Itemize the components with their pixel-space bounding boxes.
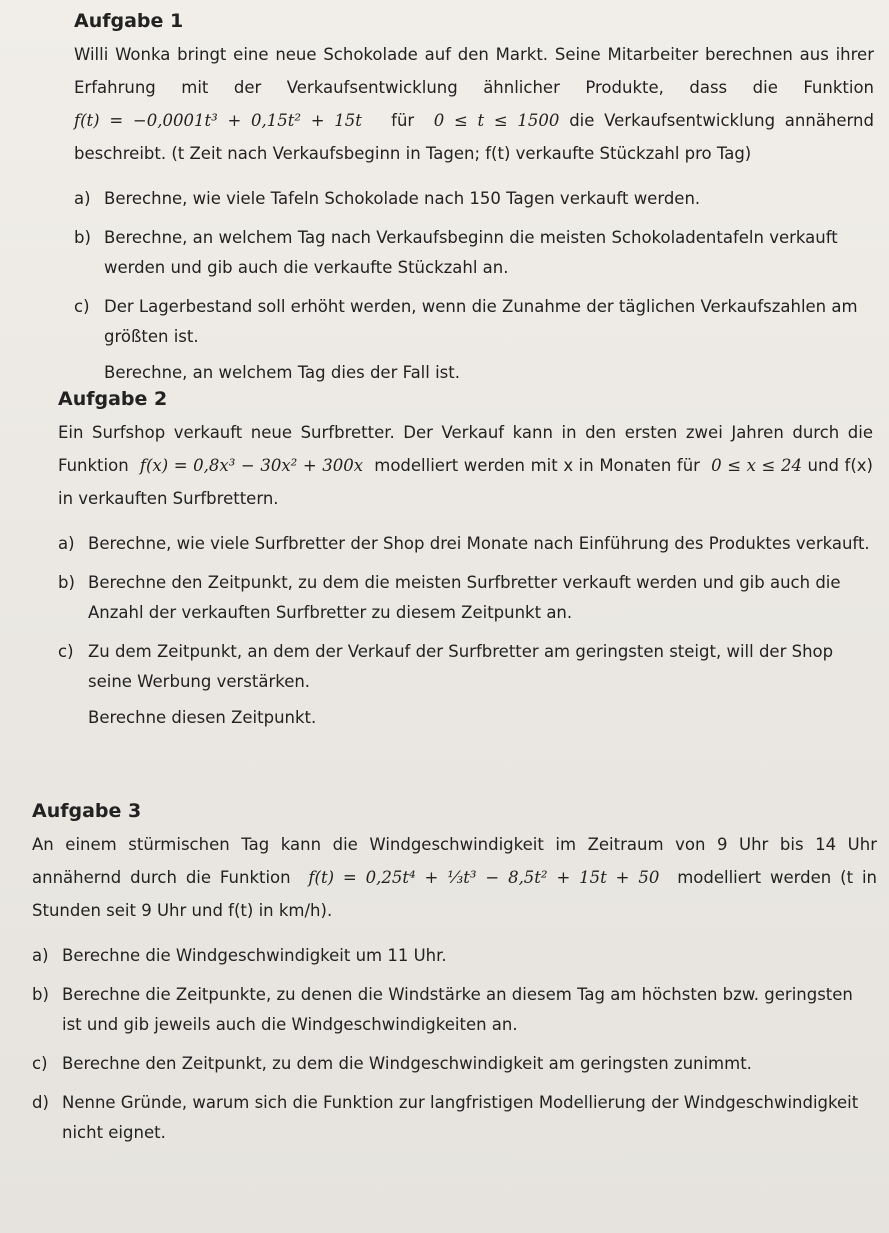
- list-item: [74, 184, 874, 214]
- task-3-intro-b: (t in Stunden seit 9 Uhr und f(t) in km/h).: [32, 868, 878, 920]
- item-text: Berechne die Windgeschwindigkeit um 11 Uhr.: [62, 946, 447, 965]
- item-body: [88, 637, 873, 733]
- item-label: a): [58, 534, 75, 553]
- list-item: [32, 980, 877, 1040]
- item-label: b): [74, 228, 91, 247]
- list-item: [74, 292, 874, 388]
- item-label: d): [32, 1093, 49, 1112]
- item-text: Berechne die Zeitpunkte, zu denen die Windstärke an diesem Tag am höchsten bzw. geringsten ist und gib jeweils auch die Windgeschwindigkeiten an.: [62, 985, 853, 1034]
- item-text: Berechne, an welchem Tag nach Verkaufsbeginn die meisten Schokoladentafeln verkauft werden und gib auch die verkaufte Stückzahl an.: [104, 228, 838, 277]
- task-1-title: Aufgabe 1: [74, 10, 184, 32]
- task-3-formula: f(t) = 0,25t⁴ + ⅓t³ − 8,5t² + 15t + 50: [308, 868, 660, 887]
- item-text: Nenne Gründe, warum sich die Funktion zur langfristigen Modellierung der Windgeschwindigkeit nicht eignet.: [62, 1093, 859, 1142]
- item-text: Der Lagerbestand soll erhöht werden, wenn die Zunahme der täglichen Verkaufszahlen am größten ist.: [104, 297, 858, 346]
- task-1-items: [74, 184, 874, 388]
- item-text: Berechne, wie viele Tafeln Schokolade nach 150 Tagen verkauft werden.: [104, 189, 701, 208]
- item-label: a): [32, 946, 49, 965]
- list-item: [74, 223, 874, 283]
- task-2-intro-b: und f(x) in verkauften Surfbrettern.: [58, 456, 873, 508]
- list-item: [58, 637, 873, 733]
- item-note: Berechne, an welchem Tag dies der Fall ist.: [104, 363, 460, 382]
- task-1-intro: [74, 38, 874, 170]
- task-2-items: [58, 529, 873, 733]
- task-1-intro-b: die Verkaufsentwicklung annähernd beschreibt. (t Zeit nach Verkaufsbeginn in Tagen; f(t) verkaufte Stückzahl pro Tag): [74, 111, 874, 163]
- item-body: [104, 292, 874, 388]
- item-text: Berechne den Zeitpunkt, zu dem die Windgeschwindigkeit am geringsten zunimmt.: [62, 1054, 752, 1073]
- item-label: b): [32, 985, 49, 1004]
- task-1-intro-a: Willi Wonka bringt eine neue Schokolade auf den Markt. Seine Mitarbeiter berechnen aus ihrer Erfahrung mit der Verkaufsentwicklung ähnlicher Produkte, dass die Funktion: [74, 45, 874, 97]
- task-3-title: Aufgabe 3: [32, 800, 142, 822]
- task-2: [58, 388, 873, 742]
- item-label: c): [32, 1054, 48, 1073]
- task-3-intro-mid: modelliert werden: [677, 868, 832, 887]
- item-text: Berechne, wie viele Surfbretter der Shop drei Monate nach Einführung des Produktes verkauft.: [88, 534, 870, 553]
- list-item: [58, 529, 873, 559]
- task-3: [32, 800, 877, 1157]
- task-1: [74, 10, 874, 397]
- task-3-intro-a: An einem stürmischen Tag kann die Windgeschwindigkeit im Zeitraum von 9 Uhr bis 14 Uhr annähernd durch die Funktion: [32, 835, 877, 887]
- item-label: c): [58, 642, 74, 661]
- task-2-intro: [58, 416, 873, 515]
- list-item: [32, 1088, 877, 1148]
- item-note: Berechne diesen Zeitpunkt.: [88, 708, 317, 727]
- task-2-formula: f(x) = 0,8x³ − 30x² + 300x: [139, 456, 364, 475]
- list-item: [32, 941, 877, 971]
- item-label: c): [74, 297, 90, 316]
- item-label: a): [74, 189, 91, 208]
- item-text: Berechne den Zeitpunkt, zu dem die meisten Surfbretter verkauft werden und gib auch die Anzahl der verkauften Surfbretter zu diesem Zeitpunkt an.: [88, 573, 841, 622]
- task-1-formula: f(t) = −0,0001t³ + 0,15t² + 15t: [74, 111, 362, 130]
- task-2-domain: 0 ≤ x ≤ 24: [711, 456, 802, 475]
- task-1-domain-word: für: [391, 111, 415, 130]
- item-text: Zu dem Zeitpunkt, an dem der Verkauf der Surfbretter am geringsten steigt, will der Shop seine Werbung verstärken.: [88, 642, 834, 691]
- task-3-intro: [32, 828, 877, 927]
- task-3-items: [32, 941, 877, 1148]
- item-label: b): [58, 573, 75, 592]
- list-item: [32, 1049, 877, 1079]
- task-1-domain: 0 ≤ t ≤ 1500: [433, 111, 560, 130]
- task-2-title: Aufgabe 2: [58, 388, 168, 410]
- task-2-intro-mid: modelliert werden mit x in Monaten für: [374, 456, 700, 475]
- task-2-intro-a: Ein Surfshop verkauft neue Surfbretter. Der Verkauf kann in den ersten zwei Jahren durch die Funktion: [58, 423, 873, 475]
- list-item: [58, 568, 873, 628]
